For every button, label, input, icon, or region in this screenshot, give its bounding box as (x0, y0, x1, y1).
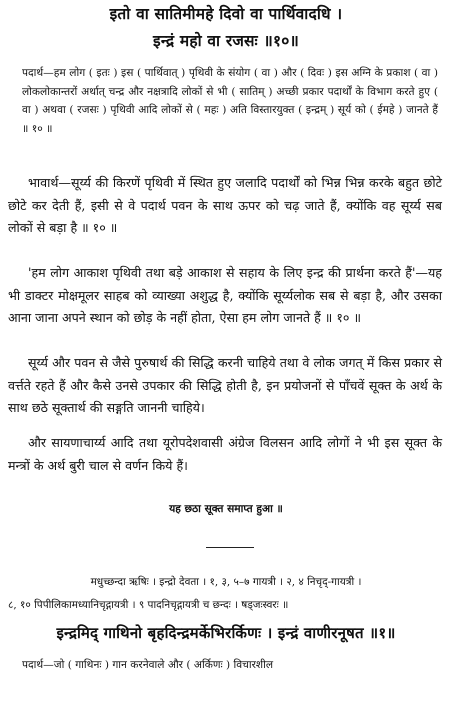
commentary-quote-text: 'हम लोग आकाश पृथिवी तथा बड़े आकाश से सहाय के लिए इन्द्र की प्रार्थना करते हैं'—यह भी डाक्टर मोक्षमूलर साहब को व्याख्या अशुद्ध है, क्योंकि सूर्य्यलोक सब से बड़ा है, और उसका आना जाना अपने स्थान को छोड़ के नहीं होता, ऐसा हम लोग जानते हैं ॥ १० ॥ (8, 265, 442, 325)
sayana-paragraph (8, 432, 442, 477)
bhavartha-text: भावार्थ—सूर्य्य की किरणें पृथिवी में स्थित हुए जलादि पदार्थों को भिन्न भिन्न करके बहुत छोटे छोटे कर देती हैं, इसी से वे पदार्थ पवन के साथ ऊपर को चढ़ जाते हैं, क्योंकि वह सूर्य्य सब लोकों से बड़ा है ॥ १० ॥ (8, 175, 442, 235)
rishi-devata-line: मधुच्छन्दा ऋषिः । इन्द्रो देवता । १, ३, ५–७ गायत्री । २, ४ निचृद्-गायत्री । (90, 576, 362, 588)
sangati-text: सूर्य्य और पवन से जैसे पुरुषार्थ की सिद्धि करनी चाहिये तथा वे लोक जगत् में किस प्रकार से वर्त्तते रहते हैं और कैसे उनसे उपकार की सिद्धि होती है, इन प्रयोजनों से पाँचवें सूक्त के अर्थ के साथ छठे सूक्तार्थ की सङ्गति जाननी चाहिये। (8, 355, 442, 415)
padartha-paragraph: पदार्थ—हम लोग ( इतः ) इस ( पार्थिवात् ) पृथिवी के संयोग ( वा ) और ( दिवः ) इस अग्नि के प्रकाश ( वा ) लोकलोकान्तरों अर्थात् चन्द्र और नक्षत्रादि लोकों से भी ( सातिम् ) अच्छी प्रकार पदार्थों के विभाग करते हुए ( वा ) अथवा ( रजसः ) पृथिवी आदि लोकों से ( महः ) अति विस्तारयुक्त ( इन्द्रम् ) सूर्य को ( ईमहे ) जानते हैं ॥ १० ॥ (22, 67, 438, 135)
chhanda-svara-line: ८, १० पिपीलिकामध्यानिचृद्गायत्री । ९ पादनिचृद्गायत्री च छन्दः । षड्जःस्वरः ॥ (8, 599, 289, 611)
sangati-paragraph (8, 352, 442, 420)
sayana-text: और सायणाचार्य्य आदि तथा यूरोपदेशवासी अंग्रेज विलसन आदि लोगों ने भी इस सूक्त के मन्त्रों के अर्थ बुरी चाल से वर्णन किये हैं। (8, 435, 442, 473)
commentary-quote-paragraph (8, 262, 442, 330)
section-divider (206, 547, 254, 548)
next-padartha-line: पदार्थ—जो ( गाथिनः ) गान करनेवाले और ( अर्किणः ) विचारशील (22, 659, 274, 671)
verse-line-1: इतो वा सातिमीमहे दिवो वा पार्थिवादधि । (109, 4, 343, 23)
verse-line-2: इन्द्रं महो वा रजसः ॥१०॥ (153, 31, 299, 50)
sukta-end-note: यह छठा सूक्त समाप्त हुआ ॥ (169, 503, 283, 515)
next-verse: इन्द्रमिद् गाथिनो बृहदिन्द्रमर्केभिरर्किणः । इन्द्रं वाणीरनूषत ॥१॥ (56, 624, 396, 642)
bhavartha-paragraph (8, 172, 442, 240)
